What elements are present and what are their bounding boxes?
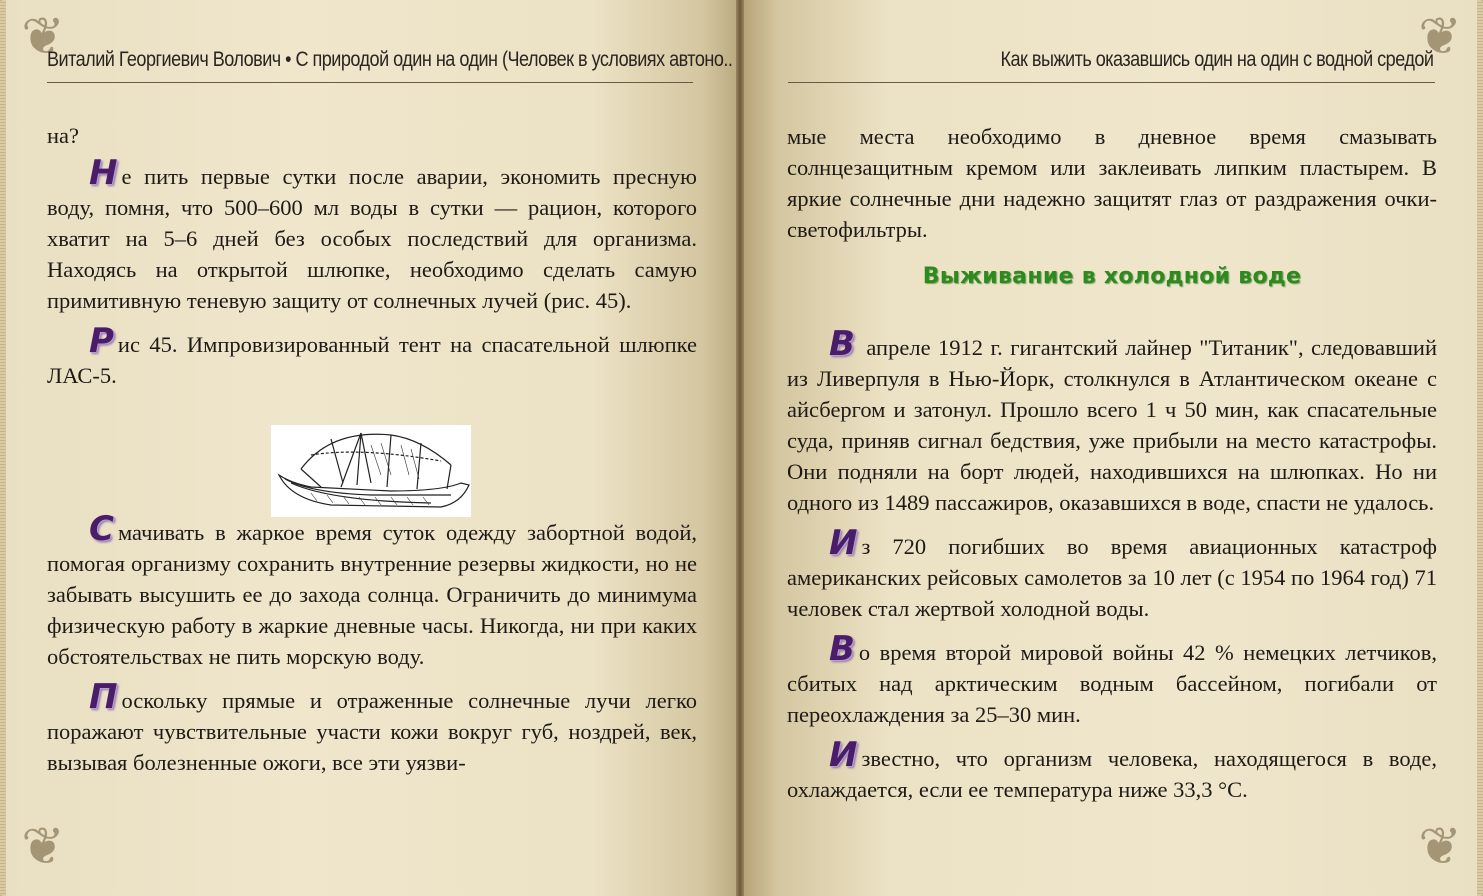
- right-page-text: [787, 121, 1437, 805]
- paragraph-text: мачивать в жаркое время суток одежду забортной водой, помогая организму сохранить внутренние резервы жидкости, но не забывать высушить ее до захода солнца. Ограничить до минимума физическую работу в жаркие дневные часы. Никогда, ни при каких обстоятельствах не пить морскую воду.: [47, 520, 697, 669]
- paragraph-text: е пить первые сутки после аварии, экономить пресную воду, помня, что 500–600 мл воды в сутки — рацион, которого хватит на 5–6 дней без особых последствий для организма. Находясь на открытой шлюпке, необходимо сделать самую примитивную теневую защиту от солнечных лучей (рис. 45).: [47, 164, 697, 313]
- paragraph-text: оскольку прямые и отраженные солнечные лучи легко поражают чувствительные участи кожи вокруг губ, ноздрей, век, вызывая болезненные ожоги, все эти уязви-: [47, 688, 697, 775]
- drop-cap: В: [829, 324, 855, 364]
- drop-cap: С: [89, 509, 114, 549]
- drop-cap: Р: [89, 321, 114, 361]
- continuation-text: на?: [47, 123, 80, 148]
- section-title: Выживание в холодной воде: [922, 264, 1302, 289]
- drop-cap: И: [829, 523, 858, 563]
- page-edge-right: [1477, 0, 1483, 896]
- paragraph-text: о время второй мировой войны 42 % немецких летчиков, сбитых над арктическим водным бассейном, погибали от переохлаждения за 25–30 мин.: [787, 640, 1437, 727]
- paragraph-text: ис 45. Импровизированный тент на спасательной шлюпке ЛАС-5.: [47, 332, 697, 388]
- paragraph: [787, 523, 1437, 624]
- drop-cap: Н: [89, 153, 118, 193]
- figure-caption: [47, 321, 697, 391]
- page-edge-left: [0, 0, 6, 896]
- floral-corner-icon: ❦: [21, 7, 65, 67]
- continuation-text: мые места необходимо в дневное время смазывать солнцезащитным кремом или заклеивать липким пластырем. В яркие солнечные дни надежно защитят глаз от раздражения очки-светофильтры.: [787, 124, 1437, 242]
- boat-tent-drawing: [271, 425, 471, 517]
- paragraph: [47, 153, 697, 316]
- paragraph: [47, 509, 697, 672]
- paragraph: [787, 735, 1437, 805]
- header-rule: [788, 82, 1435, 83]
- drop-cap: И: [829, 735, 858, 775]
- floral-corner-icon: ❦: [21, 817, 65, 877]
- paragraph-text: звестно, что организм человека, находящегося в воде, охлаждается, если ее температура ниже 33,3 °С.: [787, 746, 1437, 802]
- drop-cap: П: [89, 677, 118, 717]
- paragraph: [787, 629, 1437, 730]
- boat-illustration: [271, 425, 471, 517]
- paragraph-text: апреле 1912 г. гигантский лайнер "Титаник", следовавший из Ливерпуля в Нью-Йорк, столкнулся в Атлантическом океане с айсбергом и затонул. Прошло всего 1 ч 50 мин, как спасательные суда, приняв сигнал бедствия, уже прибыли на место катастрофы. Они подняли на борт людей, находившихся на шлюпках. Но ни одного из 1489 пассажиров, оказавшихся в воде, спасти не удалось.: [787, 335, 1437, 515]
- page-header-left: Виталий Георгиевич Волович • С природой один на один (Человек в условиях автоно..: [47, 48, 733, 71]
- drop-cap: В: [829, 629, 855, 669]
- paragraph: [47, 677, 697, 778]
- header-rule: [47, 82, 693, 83]
- floral-corner-icon: ❦: [1418, 817, 1462, 877]
- page-header-right: Как выжить оказавшись один на один с водной средой: [1000, 48, 1433, 71]
- paragraph-text: з 720 погибших во время авиационных катастроф американских рейсовых самолетов за 10 лет (с 1954 по 1964 год) 71 человек стал жертвой холодной воды.: [787, 534, 1437, 621]
- floral-corner-icon: ❦: [1418, 7, 1462, 67]
- left-page[interactable]: [0, 0, 740, 896]
- book-spine: [736, 0, 744, 896]
- paragraph: [787, 324, 1437, 518]
- right-page[interactable]: [740, 0, 1483, 896]
